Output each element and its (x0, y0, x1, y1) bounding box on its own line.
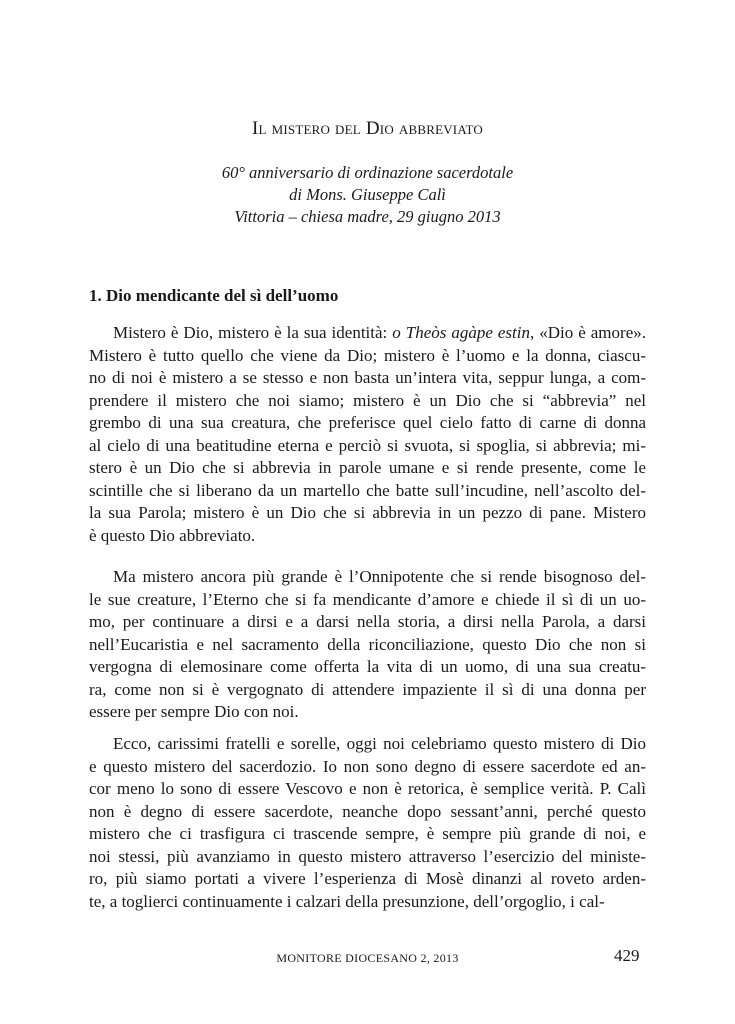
text-line: essere per sempre Dio con noi. (89, 702, 299, 721)
journal-footer: MONITORE DIOCESANO 2, 2013 (276, 951, 459, 965)
text-line: grembo di una sua creatura, che preferisce quel cielo fatto di carne di donna (89, 413, 646, 432)
text-line: vergogna di elemosinare come offerta la vita di un uomo, di una sua creatu- (89, 657, 646, 676)
subtitle-line: Vittoria – chiesa madre, 29 giugno 2013 (234, 207, 501, 226)
text-line: è questo Dio abbreviato. (89, 525, 256, 545)
text-line: no di noi è mistero a se stesso e non basta un’intera vita, seppur lunga, a com- (89, 368, 646, 387)
text-line: Ecco, carissimi fratelli e sorelle, oggi noi celebriamo questo mistero di Dio (113, 734, 646, 753)
text-line: mistero che ci trasfigura ci trascende sempre, è sempre più grande di noi, e (89, 824, 646, 843)
text-line: stero è un Dio che si abbrevia in parole umane e si rende presente, come le (89, 458, 646, 477)
page-number: 429 (614, 946, 640, 965)
text-line: Ma mistero ancora più grande è l’Onnipotente che si rende bisognoso del- (113, 567, 646, 586)
text-line: al cielo di una beatitudine eterna e perciò si svuota, si spoglia, si abbrevia; mi- (89, 435, 646, 455)
text-line: la sua Parola; mistero è un Dio che si abbrevia in un pezzo di pane. Mistero (89, 503, 646, 522)
text-line: Mistero è Dio, mistero è la sua identità: o Theòs agàpe estin, «Dio è amore». (113, 323, 646, 342)
paragraph (89, 733, 646, 913)
subtitle-line: 60° anniversario di ordinazione sacerdotale (221, 163, 514, 182)
section-heading: 1. Dio mendicante del sì dell’uomo (89, 286, 339, 305)
text-line: e questo mistero del sacerdozio. Io non sono degno di essere sacerdote ed an- (89, 756, 646, 776)
text-line: cor meno lo sono di essere Vescovo e non è retorica, è semplice verità. P. Calì (89, 779, 646, 798)
text-line: non è degno di essere sacerdote, neanche dopo sessant’anni, perché questo (89, 801, 646, 821)
text-line: scintille che si liberano da un martello che batte sull’incudine, nell’ascolto del- (89, 480, 646, 500)
text-line: mo, per continuare a dirsi e a darsi nella storia, a dirsi nella Parola, a darsi (89, 612, 646, 631)
text-line: ra, come non si è vergognato di attendere impaziente il sì di una donna per (89, 679, 646, 699)
subtitle-line: di Mons. Giuseppe Calì (289, 185, 446, 204)
text-line: prendere il mistero che noi siamo; mistero è un Dio che si “abbrevia” nel (89, 390, 646, 410)
text-line: te, a toglierci continuamente i calzari della presunzione, dell’orgoglio, i cal- (89, 891, 605, 911)
paragraph (89, 566, 646, 724)
text-line: Mistero è tutto quello che viene da Dio; mistero è l’uomo e la donna, ciascu- (89, 345, 646, 365)
text-line: ro, più siamo portati a vivere l’esperienza di Mosè dinanzi al roveto arden- (89, 869, 646, 888)
subtitle-block (0, 162, 735, 228)
text-line: noi stessi, più avanziamo in questo mistero attraverso l’esercizio del ministe- (89, 846, 646, 866)
text-line: le sue creature, l’Eterno che si fa mendicante d’amore e chiede il sì di un uo- (89, 589, 646, 609)
text-line: nell’Eucaristia e nel sacramento della riconciliazione, questo Dio che non si (89, 634, 646, 654)
paragraph (89, 322, 646, 547)
page-title: Il mistero del Dio abbreviato (252, 118, 483, 139)
